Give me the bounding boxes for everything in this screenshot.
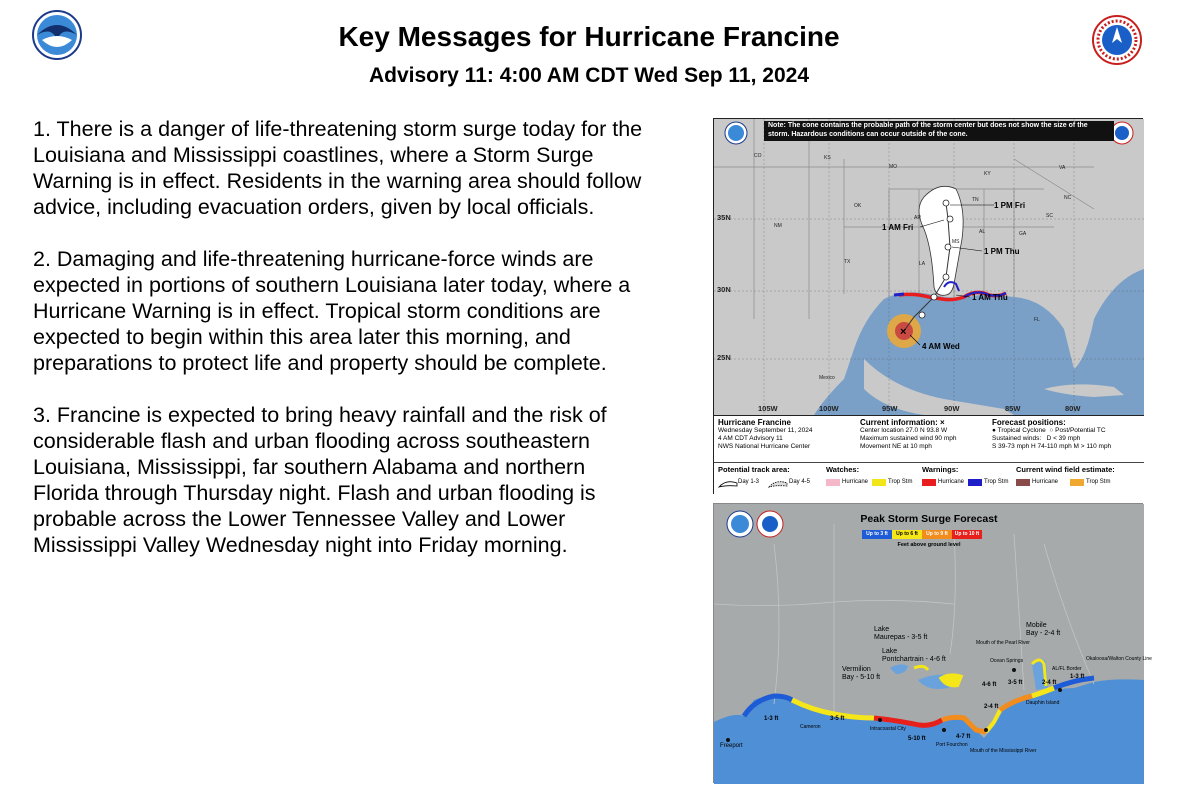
- legend-storm-date: Wednesday September 11, 2024: [718, 427, 813, 434]
- lon-label: 105W: [758, 404, 778, 413]
- label-pontchartrain: Lake Pontchartrain - 4-6 ft: [882, 648, 946, 663]
- range-label: 5-10 ft: [908, 736, 926, 742]
- message-1: 1. There is a danger of life-threatening storm surge today for the Louisiana and Mississippi coastlines, where a Storm Surge Warning is in effect. Residents in the warning area should follow advice, including evacuation orders, given by local officials.: [33, 117, 643, 219]
- page-title: Key Messages for Hurricane Francine: [338, 21, 840, 52]
- place-label: Port Fourchon: [936, 742, 968, 748]
- label-freeport: Freeport: [720, 743, 743, 749]
- range-label: 3-5 ft: [830, 716, 845, 722]
- lat-label: 25N: [717, 353, 731, 362]
- legend-positions-scale: S 39-73 mph H 74-110 mph M > 110 mph: [992, 443, 1112, 450]
- legend-watch-hurricane: Hurricane: [842, 479, 869, 485]
- place-label: Mouth of the Pearl River: [976, 640, 1030, 646]
- place-label: Cameron: [800, 724, 821, 730]
- message-2: 2. Damaging and life-threatening hurricane-force winds are expected in portions of southern Louisiana later today, where a Hurricane Warning is in effect. Tropical storm conditions are expected to begin within this area later this morning, and preparations to protect life and property should be complete.: [33, 247, 631, 375]
- track-day13-swatch: [718, 479, 738, 488]
- surge-key-3: Up to 9 ft: [922, 530, 952, 539]
- state-label: AR: [914, 215, 921, 221]
- track-day45-swatch: [768, 479, 788, 488]
- place-label: Intracoastal City: [870, 726, 906, 732]
- state-label: CO: [754, 153, 762, 159]
- message-3: 3. Francine is expected to bring heavy rainfall and the risk of considerable flash and urban flooding across southeastern Louisiana, Mississippi, far southern Alabama and northern Florida through Thursday night. Flash and urban flooding is probable across the Lower Tennessee Valley and Lower Mississippi Valley Wednesday night into Friday morning.: [33, 403, 607, 557]
- lon-label: 80W: [1065, 404, 1081, 413]
- place-label: AL/FL Border: [1052, 666, 1082, 672]
- wind-hurricane-swatch: [1016, 479, 1030, 486]
- lon-label: 85W: [1005, 404, 1021, 413]
- lon-label: 95W: [882, 404, 898, 413]
- forecast-label-1am-thu: 1 AM Thu: [972, 293, 1008, 302]
- state-label: TX: [844, 259, 851, 265]
- place-label: Okaloosa/Walton County Line: [1086, 656, 1152, 662]
- watch-tropstm-swatch: [872, 479, 886, 486]
- surge-subtitle: Feet above ground level: [897, 542, 961, 548]
- surge-map: [713, 503, 1152, 783]
- wind-tropstm-swatch: [1070, 479, 1084, 486]
- state-label: SC: [1046, 213, 1053, 219]
- key-messages: [33, 116, 653, 584]
- warn-tropstm-swatch: [968, 479, 982, 486]
- label-mobile: Mobile Bay - 2-4 ft: [1026, 622, 1061, 637]
- legend-watches-title: Watches:: [826, 465, 860, 474]
- legend-storm-name: Hurricane Francine: [718, 418, 791, 427]
- place-label: Ocean Springs: [990, 658, 1024, 664]
- legend-current-movement: Movement NE at 10 mph: [860, 443, 932, 450]
- legend-storm-center: NWS National Hurricane Center: [718, 443, 811, 450]
- legend-row-hazards: [714, 462, 1144, 494]
- legend-current-location: Center location 27.0 N 93.8 W: [860, 427, 948, 434]
- forecast-label-4am-wed: 4 AM Wed: [922, 342, 960, 351]
- state-label: MO: [889, 164, 898, 170]
- legend-wind-hurricane: Hurricane: [1032, 479, 1059, 485]
- forecast-label-1am-fri: 1 AM Fri: [882, 223, 914, 232]
- advisory-subtitle: Advisory 11: 4:00 AM CDT Wed Sep 11, 2024: [368, 64, 809, 87]
- legend-wind-tropstm: Trop Stm: [1086, 479, 1111, 485]
- forecast-label-1pm-fri: 1 PM Fri: [994, 201, 1026, 210]
- lat-label: 30N: [717, 285, 731, 294]
- lon-label: 100W: [819, 404, 839, 413]
- watch-hurricane-swatch: [826, 479, 840, 486]
- range-label: 2-4 ft: [984, 704, 999, 710]
- state-label: VA: [1059, 165, 1066, 171]
- place-label: Mouth of the Mississippi River: [970, 748, 1037, 754]
- state-label: AL: [979, 229, 986, 235]
- legend-warn-hurricane: Hurricane: [938, 479, 965, 485]
- legend-warn-tropstm: Trop Stm: [984, 479, 1009, 485]
- range-label: 1-3 ft: [764, 716, 779, 722]
- legend-track-day45: Day 4-5: [789, 479, 811, 485]
- legend-storm-advisory: 4 AM CDT Advisory 11: [718, 435, 783, 442]
- legend-watch-tropstm: Trop Stm: [888, 479, 913, 485]
- state-label: NC: [1064, 195, 1072, 201]
- range-label: 1-3 ft: [1070, 674, 1085, 680]
- svg-text:×: ×: [900, 326, 907, 338]
- state-label: OK: [854, 203, 862, 209]
- state-label: LA: [919, 261, 926, 267]
- label-vermilion: Vermilion Bay - 5-10 ft: [842, 666, 881, 681]
- cone-note: Note: The cone contains the probable path of the storm center but does not show the size of the storm. Hazardous conditions can occur outside of the cone.: [764, 121, 1114, 141]
- cone-legend: [714, 415, 1144, 495]
- legend-track-title: Potential track area:: [718, 465, 790, 474]
- surge-key-2: Up to 6 ft: [892, 530, 922, 539]
- range-label: 4-6 ft: [982, 682, 997, 688]
- legend-current-info-title: Current information: ×: [860, 418, 945, 427]
- label-maurepas: Lake Maurepas - 3-5 ft: [874, 626, 928, 641]
- cone-map-graphic: [714, 119, 1144, 415]
- legend-warnings-title: Warnings:: [922, 465, 959, 474]
- state-label: MS: [952, 239, 960, 245]
- surge-key-4: Up to 10 ft: [952, 530, 982, 539]
- legend-track-day13: Day 1-3: [738, 479, 760, 485]
- state-label: GA: [1019, 231, 1027, 237]
- state-label: FL: [1034, 317, 1040, 323]
- surge-title: Peak Storm Surge Forecast: [860, 513, 998, 525]
- legend-positions-tc: ● Tropical Cyclone: [992, 427, 1046, 434]
- warn-hurricane-swatch: [922, 479, 936, 486]
- state-label: Mexico: [819, 375, 835, 381]
- cone-map: [713, 118, 1143, 494]
- state-label: KY: [984, 171, 991, 177]
- legend-positions-d: D < 39 mph: [1046, 435, 1081, 442]
- lat-label: 35N: [717, 213, 731, 222]
- state-label: TN: [972, 197, 979, 203]
- state-label: KS: [824, 155, 831, 161]
- surge-key-1: Up to 3 ft: [862, 530, 892, 539]
- legend-positions-title: Forecast positions:: [992, 418, 1066, 427]
- range-label: 3-5 ft: [1008, 680, 1023, 686]
- range-label: 2-4 ft: [1042, 680, 1057, 686]
- forecast-label-1pm-thu: 1 PM Thu: [984, 247, 1020, 256]
- legend-positions-sustained: Sustained winds:: [992, 435, 1042, 442]
- legend-wind-title: Current wind field estimate:: [1016, 465, 1115, 474]
- lon-label: 90W: [944, 404, 960, 413]
- state-label: NM: [774, 223, 782, 229]
- place-label: Dauphin Island: [1026, 700, 1060, 706]
- range-label: 4-7 ft: [956, 734, 971, 740]
- legend-current-wind: Maximum sustained wind 90 mph: [860, 435, 957, 442]
- legend-positions-post: ○ Post/Potential TC: [1049, 427, 1106, 434]
